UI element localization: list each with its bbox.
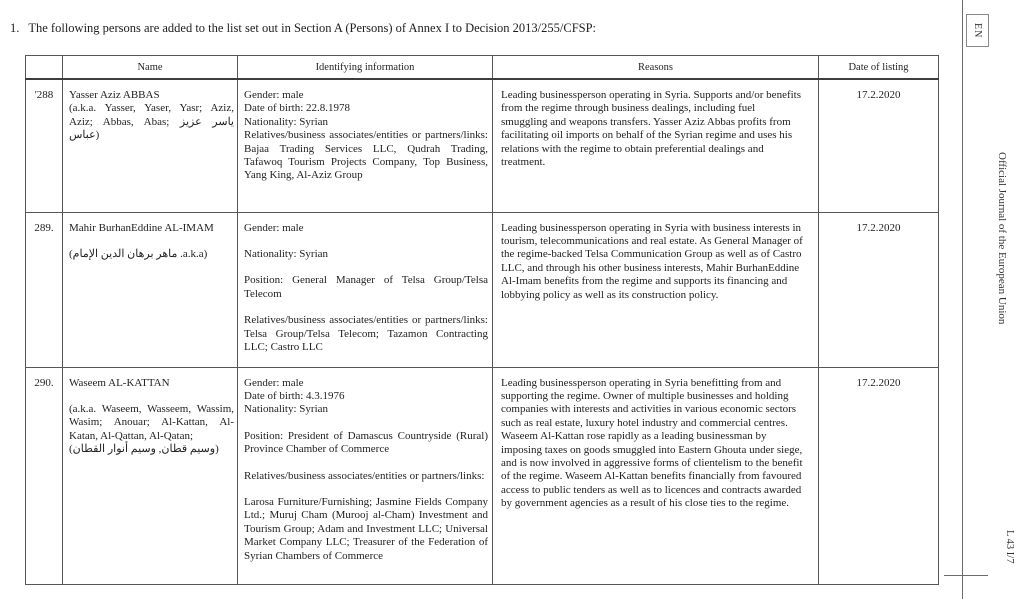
- persons-table: [25, 55, 939, 585]
- info-line: Position: President of Damascus Countryside (Rural) Province Chamber of Commerce: [244, 429, 488, 456]
- table-row: [26, 367, 939, 584]
- page-reference: L 43 I/7: [1004, 530, 1015, 564]
- language-code: EN: [972, 22, 983, 39]
- info-line: Nationality: Syrian: [244, 403, 329, 416]
- info-line: Gender: male: [244, 376, 304, 389]
- row-number: '288: [26, 79, 63, 212]
- intro-paragraph: [10, 21, 910, 36]
- date-of-listing-cell: 17.2.2020: [819, 79, 939, 212]
- journal-title-vertical: Official Journal of the European Union: [996, 152, 1008, 325]
- table-row: [26, 79, 939, 212]
- info-line: Date of birth: 4.3.1976: [244, 389, 345, 402]
- info-group: [244, 222, 488, 235]
- intro-number: 1.: [10, 21, 20, 35]
- person-name: Yasser Aziz ABBAS: [69, 89, 160, 101]
- info-group: [244, 377, 488, 417]
- table-header-row: [26, 56, 939, 80]
- reasons-cell: Leading businessperson operating in Syria. Supports and/or benefits from the regime through business dealings, including fuel smuggling and weapons transfers. Yasser Aziz Abbas profits from facilitating oil imports on behalf of the Syrian regime and uses his relations with the regime to obtain preferential dealings and treatment.: [493, 79, 819, 212]
- info-line: Gender: male: [244, 221, 304, 234]
- reasons-cell: Leading businessperson operating in Syria with business interests in tourism, telecommunications and real estate. As General Manager of the regime-backed Telsa Communication Group as well as of Castro LLC, and through his other business interests, Mahir BurhanEddine Al-Imam benefits from the regime and supports its financing and lobbying policy as well as its construction policy.: [493, 212, 819, 367]
- name-cell: [63, 367, 238, 584]
- name-group: [69, 89, 234, 143]
- row-number: 289.: [26, 212, 63, 367]
- info-group: [244, 274, 488, 301]
- info-line: Position: General Manager of Telsa Group/Telsa Telecom: [244, 274, 488, 300]
- row-number: 290.: [26, 367, 63, 584]
- column-header-identifying-information: Identifying information: [238, 56, 493, 80]
- info-line: Relatives/business associates/entities or partners/links: Telsa Group/Telsa Telecom; Tazamon Contracting LLC; Castro LLC: [244, 314, 488, 353]
- name-group: [69, 403, 234, 457]
- identifying-info-cell: [238, 367, 493, 584]
- info-group: [244, 470, 488, 483]
- column-header-name: Name: [63, 56, 238, 80]
- language-badge: [966, 14, 989, 47]
- column-header-date-of-listing: Date of listing: [819, 56, 939, 80]
- page-edge-rule: [962, 0, 963, 599]
- intro-text: The following persons are added to the list set out in Section A (Persons) of Annex I to Decision 2013/255/CFSP:: [28, 21, 597, 35]
- name-group: [69, 248, 234, 261]
- date-of-listing-cell: 17.2.2020: [819, 212, 939, 367]
- person-name: Waseem AL-KATTAN: [69, 376, 170, 389]
- identifying-info-cell: [238, 212, 493, 367]
- info-group: [244, 248, 488, 261]
- name-cell: [63, 79, 238, 212]
- info-group: [244, 89, 488, 183]
- person-aka: (a.k.a. Waseem, Wasseem, Wassim, Wasim; Anouar; Al-Kattan, Al-Katan, Al-Qattan, Al-Qatan;: [69, 402, 234, 442]
- info-line: Date of birth: 22.8.1978: [244, 102, 351, 115]
- column-header-empty: [26, 56, 63, 80]
- name-group: [69, 222, 234, 235]
- info-line: Gender: male: [244, 89, 304, 101]
- info-group: [244, 314, 488, 354]
- person-aka: (a.k.a. ماهر برهان الدين الإمام): [69, 247, 208, 260]
- info-line: Nationality: Syrian: [244, 247, 329, 260]
- info-group: [244, 430, 488, 457]
- info-group: [244, 496, 488, 563]
- person-aka-arabic: (وسيم قطان, وسيم أنوار القطان): [69, 443, 219, 456]
- person-aka: (a.k.a. Yasser, Yaser, Yasr; Aziz, Aziz; Abbas, Abas; ياسر عزيز عباس): [69, 102, 234, 142]
- info-line: Relatives/business associates/entities or partners/links:: [244, 469, 485, 482]
- info-line: Nationality: Syrian: [244, 115, 329, 128]
- identifying-info-cell: [238, 79, 493, 212]
- reasons-cell: Leading businessperson operating in Syria benefitting from and supporting the regime. Owner of multiple businesses and holding companies with interests and activities in various economic sectors such as real estate, luxury hotel industry and commercial centres. Waseem Al-Kattan rose rapidly as a leading businessman by imposing taxes on goods smuggled into Eastern Ghouta under siege, and is now involved in aggressive forms of clientelism to the benefit of the regime. Waseem Al-Kattan benefits financially from favoured access to public tenders as well as to licences and contracts awarded by government agencies as a result of his close ties to the regime.: [493, 367, 819, 584]
- date-of-listing-cell: 17.2.2020: [819, 367, 939, 584]
- info-line: Relatives/business associates/entities or partners/links: Bajaa Trading Services LLC, Qudrah Trading, Tafawoq Tourism Projects Company, Top Business, Yang King, Al-Aziz Group: [244, 129, 488, 182]
- name-group: [69, 377, 234, 390]
- column-header-reasons: Reasons: [493, 56, 819, 80]
- name-cell: [63, 212, 238, 367]
- table-row: [26, 212, 939, 367]
- footer-rule: [944, 575, 988, 576]
- person-name: Mahir BurhanEddine AL-IMAM: [69, 221, 214, 234]
- info-line: Larosa Furniture/Furnishing; Jasmine Fields Company Ltd.; Muruj Cham (Murooj al-Cham) Investment and Tourism Group; Adam and Investment LLC; Universal Market Company LLC; Treasurer of the Federation of Syrian Chambers of Commerce: [244, 495, 488, 562]
